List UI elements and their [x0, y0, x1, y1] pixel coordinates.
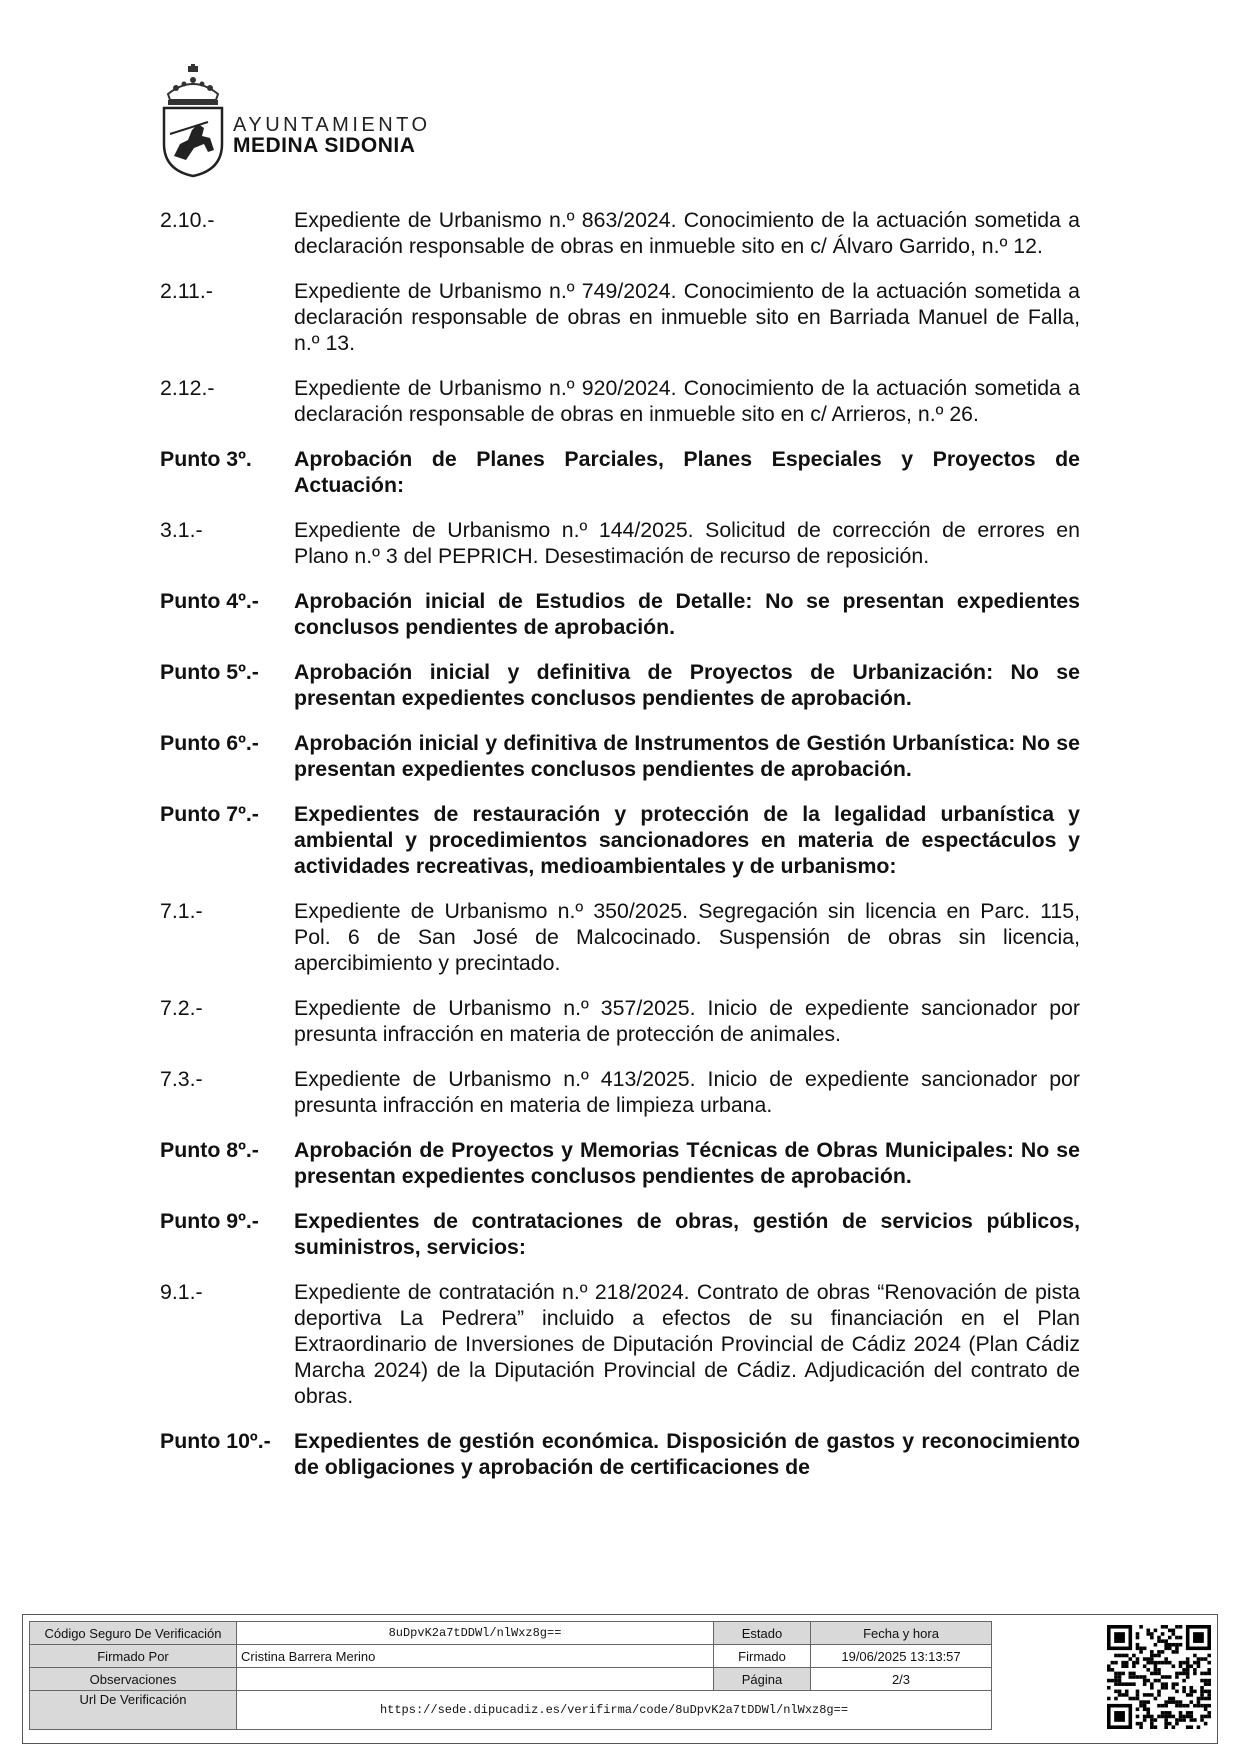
- agenda-item-text: Expediente de Urbanismo n.º 413/2025. Inicio de expediente sancionador por presunta infracción en materia de limpieza urbana.: [294, 1067, 1080, 1117]
- agenda-item-text: Aprobación de Planes Parciales, Planes Especiales y Proyectos de Actuación:: [294, 447, 1080, 497]
- fecha-value: 19/06/2025 13:13:57: [811, 1645, 992, 1668]
- agenda-item-number: 2.11.-: [160, 279, 213, 303]
- pagina-value: 2/3: [811, 1668, 992, 1691]
- agenda-item-text: Expediente de Urbanismo n.º 357/2025. Inicio de expediente sancionador por presunta infracción en materia de protección de animales.: [294, 996, 1080, 1046]
- agenda-item: [160, 1137, 1080, 1189]
- agenda-item-text: Expediente de Urbanismo n.º 749/2024. Conocimiento de la actuación sometida a declaración responsable de obras en inmueble sito en Barriada Manuel de Falla, n.º 13.: [294, 279, 1080, 355]
- agenda-item-text: Expediente de Urbanismo n.º 350/2025. Segregación sin licencia en Parc. 115, Pol. 6 de San José de Malcocinado. Suspensión de obras sin licencia, apercibimiento y precintado.: [294, 899, 1080, 975]
- agenda-item: [160, 730, 1080, 782]
- agenda-item-number: Punto 7º.-: [160, 802, 259, 826]
- agenda-item-number: Punto 6º.-: [160, 731, 259, 755]
- agenda-item-text: Expedientes de restauración y protección de la legalidad urbanística y ambiental y procedimientos sancionadores en materia de espectáculos y actividades recreativas, medioambientales y de urbanismo:: [294, 802, 1080, 878]
- agenda-item: [160, 659, 1080, 711]
- agenda-item-text: Expediente de Urbanismo n.º 863/2024. Conocimiento de la actuación sometida a declaración responsable de obras en inmueble sito en c/ Álvaro Garrido, n.º 12.: [294, 208, 1080, 258]
- agenda-item: [160, 517, 1080, 569]
- agenda-item: [160, 1428, 1080, 1480]
- agenda-item: [160, 1208, 1080, 1260]
- url-label: Url De Verificación: [30, 1691, 237, 1730]
- verification-table: [29, 1621, 992, 1730]
- pagina-label: Página: [714, 1668, 811, 1691]
- org-name-line2: MEDINA SIDONIA: [233, 134, 416, 157]
- agenda-item-number: 3.1.-: [160, 518, 203, 542]
- agenda-item-text: Aprobación inicial de Estudios de Detalle: No se presentan expedientes conclusos pendientes de aprobación.: [294, 589, 1080, 639]
- agenda-item-text: Expediente de contratación n.º 218/2024. Contrato de obras “Renovación de pista deportiva La Pedrera” incluido a efectos de su financiación en el Plan Extraordinario de Inversiones de Diputación Provincial de Cádiz 2024 (Plan Cádiz Marcha 2024) de la Diputación Provincial de Cádiz. Adjudicación del contrato de obras.: [294, 1280, 1080, 1408]
- agenda-item-number: Punto 9º.-: [160, 1209, 259, 1233]
- qr-code-icon: [1107, 1625, 1211, 1729]
- agenda-item-number: 2.12.-: [160, 376, 215, 400]
- agenda-item: [160, 1066, 1080, 1118]
- agenda-item-text: Expediente de Urbanismo n.º 920/2024. Conocimiento de la actuación sometida a declaración responsable de obras en inmueble sito en c/ Arrieros, n.º 26.: [294, 376, 1080, 426]
- agenda-item-text: Aprobación inicial y definitiva de Instrumentos de Gestión Urbanística: No se presentan expedientes conclusos pendientes de aprobación.: [294, 731, 1080, 781]
- agenda-item-number: 2.10.-: [160, 208, 215, 232]
- agenda-item: [160, 801, 1080, 879]
- fecha-label: Fecha y hora: [811, 1622, 992, 1645]
- firmado-por-label: Firmado Por: [30, 1645, 237, 1668]
- agenda-item: [160, 1279, 1080, 1409]
- firmado-por-value: Cristina Barrera Merino: [237, 1645, 714, 1668]
- agenda-item-number: 7.3.-: [160, 1067, 203, 1091]
- csv-value: 8uDpvK2a7tDDWl/nlWxz8g==: [237, 1622, 714, 1645]
- agenda-item-text: Expedientes de contrataciones de obras, gestión de servicios públicos, suministros, servicios:: [294, 1209, 1080, 1259]
- agenda-item-number: 7.2.-: [160, 996, 203, 1020]
- observaciones-value: [237, 1668, 714, 1691]
- agenda-item-number: 9.1.-: [160, 1280, 203, 1304]
- agenda-item-number: Punto 8º.-: [160, 1138, 259, 1162]
- observaciones-label: Observaciones: [30, 1668, 237, 1691]
- agenda-item-text: Expediente de Urbanismo n.º 144/2025. Solicitud de corrección de errores en Plano n.º 3 del PEPRICH. Desestimación de recurso de reposición.: [294, 518, 1080, 568]
- agenda-item-text: Aprobación de Proyectos y Memorias Técnicas de Obras Municipales: No se presentan expedientes conclusos pendientes de aprobación.: [294, 1138, 1080, 1188]
- agenda-item-number: Punto 10º.-: [160, 1429, 271, 1453]
- agenda-item-number: Punto 5º.-: [160, 660, 259, 684]
- url-value[interactable]: https://sede.dipucadiz.es/verifirma/code/8uDpvK2a7tDDWl/nlWxz8g==: [237, 1691, 992, 1730]
- agenda-item: [160, 995, 1080, 1047]
- agenda-item: [160, 588, 1080, 640]
- org-name-line1: AYUNTAMIENTO: [233, 114, 431, 136]
- verification-footer: [22, 1614, 1218, 1744]
- agenda-item-number: 7.1.-: [160, 899, 203, 923]
- agenda-item: [160, 898, 1080, 976]
- agenda-item: [160, 375, 1080, 427]
- agenda-item-number: Punto 3º.: [160, 447, 252, 471]
- agenda-list: [160, 207, 1080, 1499]
- agenda-item: [160, 446, 1080, 498]
- letterhead: [158, 64, 478, 180]
- agenda-item: [160, 207, 1080, 259]
- csv-label: Código Seguro De Verificación: [30, 1622, 237, 1645]
- agenda-item-text: Aprobación inicial y definitiva de Proyectos de Urbanización: No se presentan expedientes conclusos pendientes de aprobación.: [294, 660, 1080, 710]
- agenda-item-number: Punto 4º.-: [160, 589, 259, 613]
- coat-of-arms-icon: [158, 64, 228, 180]
- agenda-item-text: Expedientes de gestión económica. Disposición de gastos y reconocimiento de obligaciones y aprobación de certificaciones de: [294, 1429, 1080, 1479]
- estado-label: Estado: [714, 1622, 811, 1645]
- estado-value: Firmado: [714, 1645, 811, 1668]
- agenda-item: [160, 278, 1080, 356]
